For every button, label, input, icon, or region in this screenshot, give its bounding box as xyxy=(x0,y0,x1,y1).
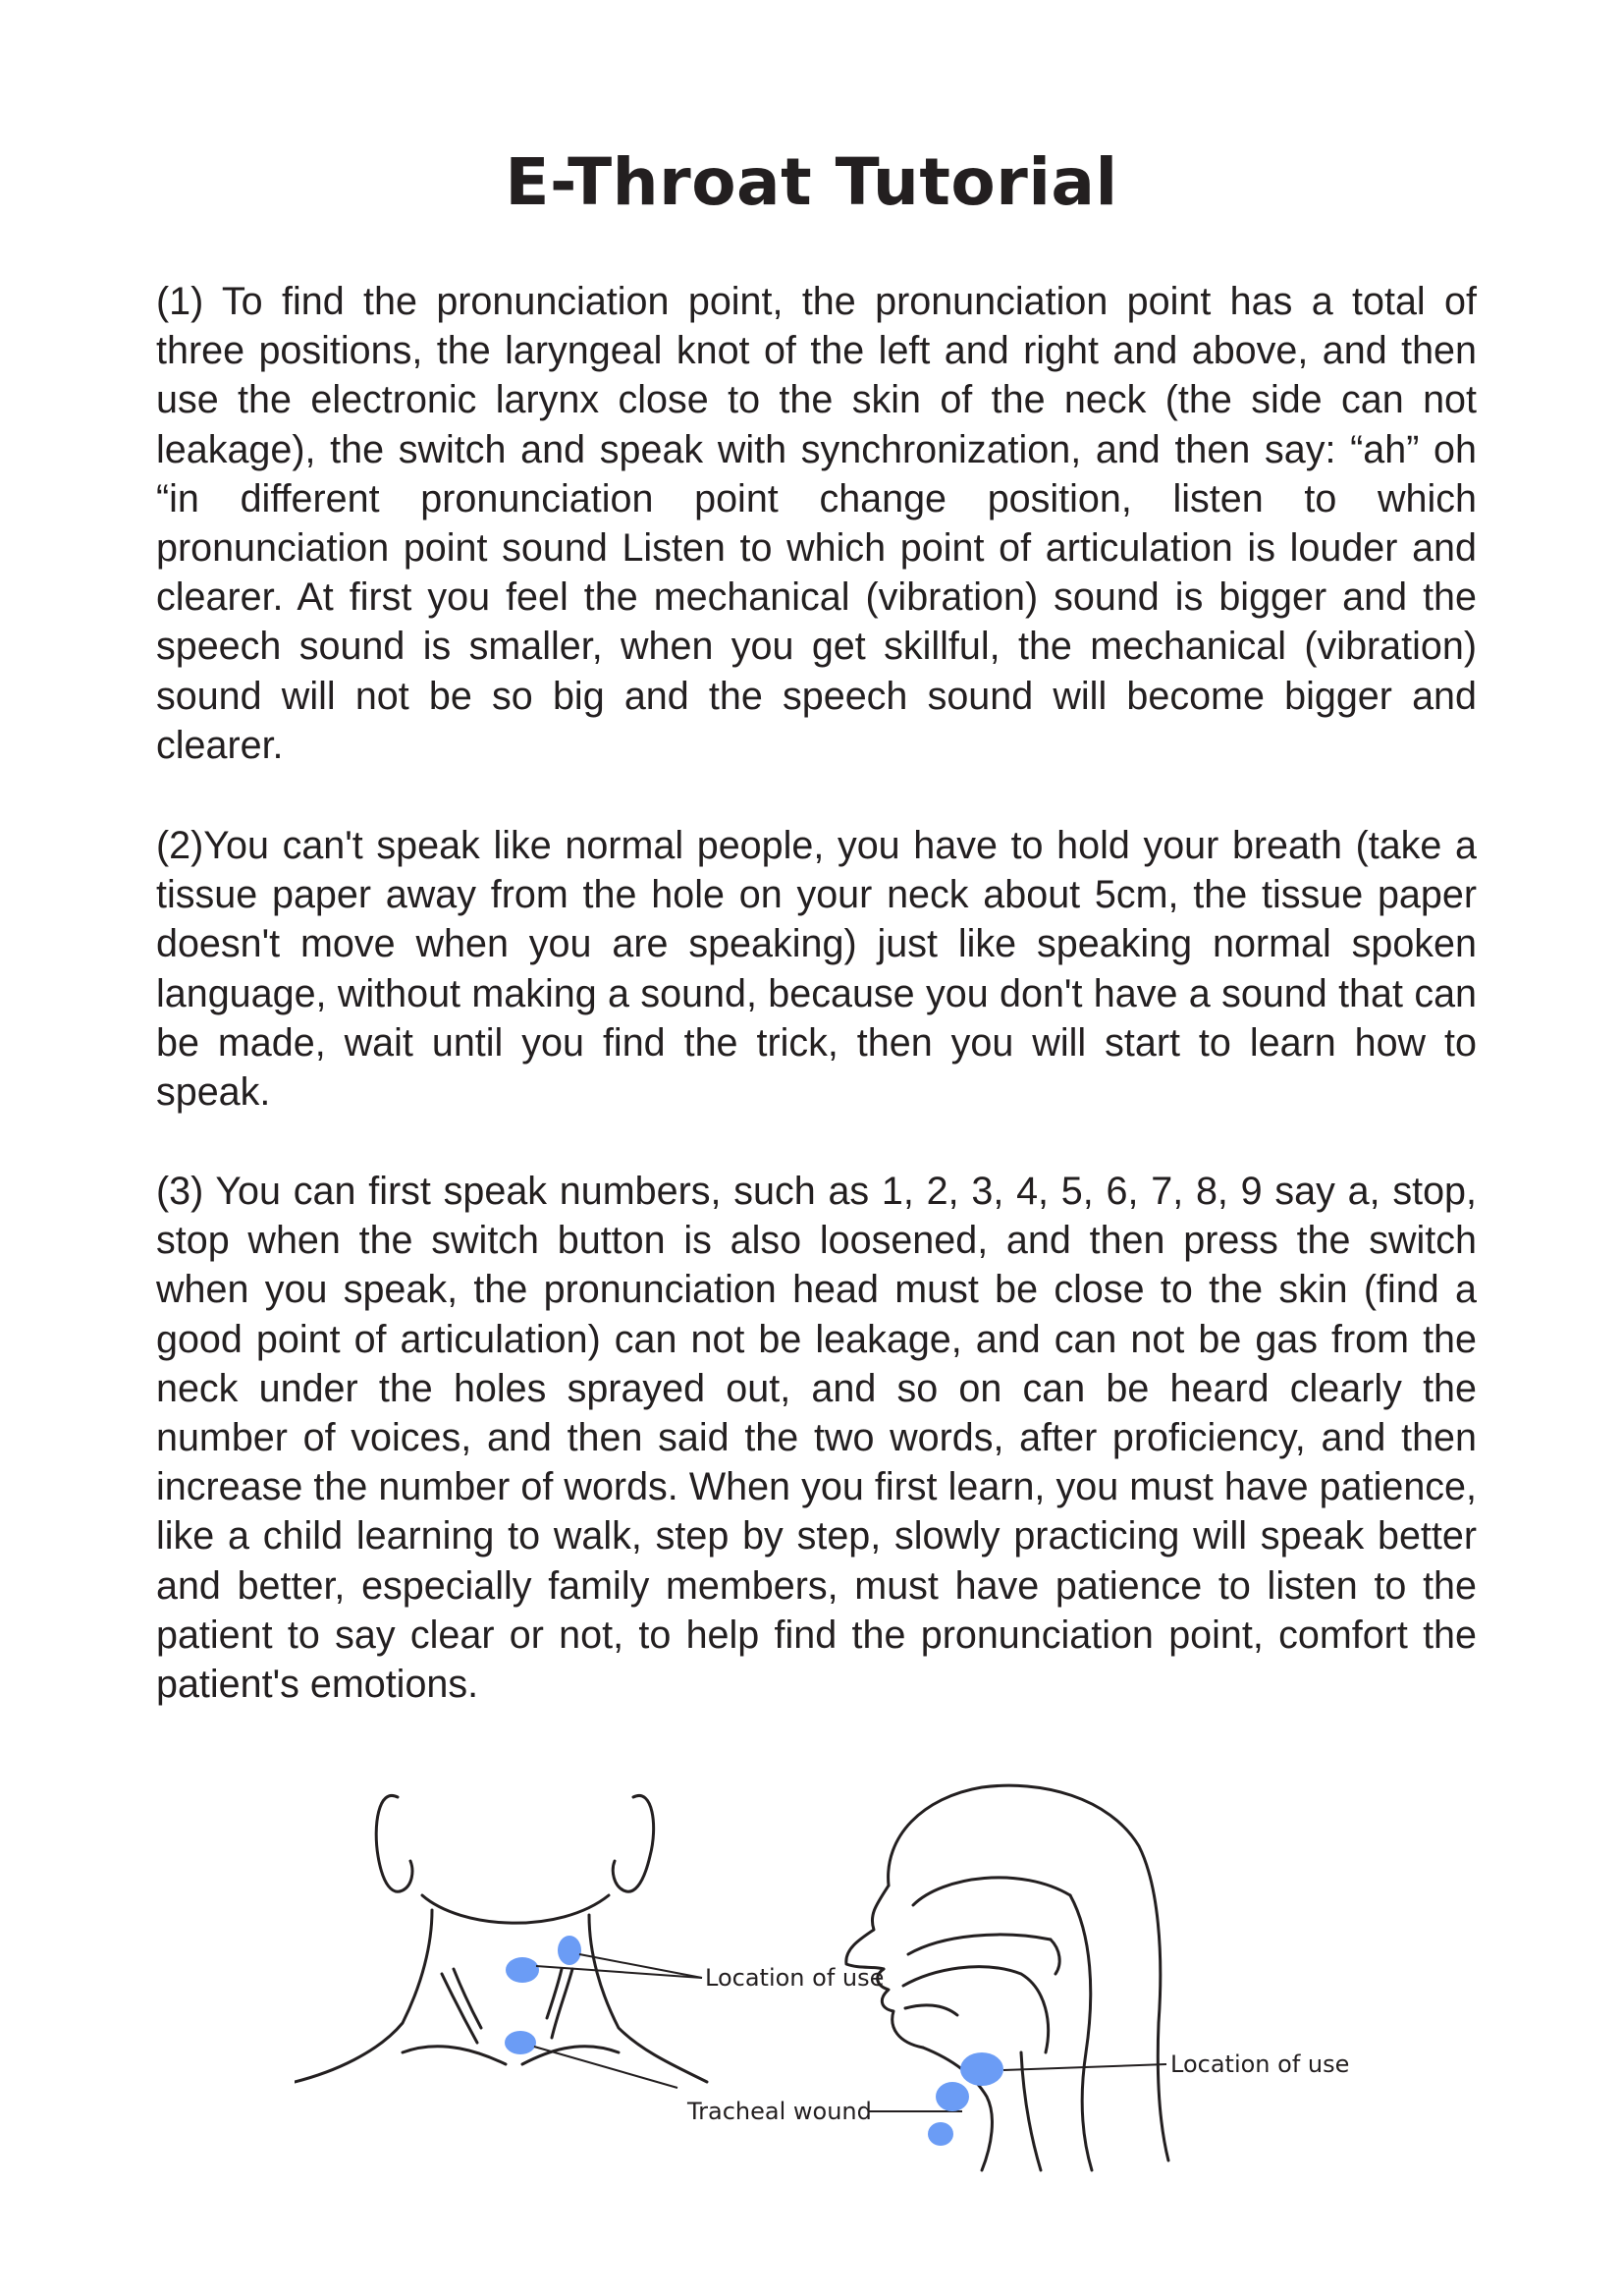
side-location-marker-lower xyxy=(928,2122,953,2146)
front-location-label: Location of use xyxy=(705,1964,885,1992)
front-wound-label: Tracheal wound xyxy=(687,2098,872,2125)
side-head-illustration xyxy=(846,1785,1168,2170)
side-location-marker-upper xyxy=(960,2052,1003,2086)
page-title: E-Throat Tutorial xyxy=(505,144,1118,220)
side-location-label: Location of use xyxy=(1170,2050,1350,2078)
front-neck-illustration xyxy=(295,1795,707,2082)
side-location-marker-middle xyxy=(936,2082,969,2111)
paragraph-practice-numbers: (3) You can first speak numbers, such as 1, 2, 3, 4, 5, 6, 7, 8, 9 say a, stop, stop when the switch button is also loosened, and then press the switch when you speak, the pronunciation head must be close to the skin (find a good point of articulation) can not be leakage, and can not be gas from the neck under the holes sprayed out, and so on can be heard clearly the number of voices, and then said the two words, after proficiency, and then increase the number of words. When you first learn, you must have patience, like a child learning to walk, step by step, slowly practicing will speak better and better, especially family members, must have patience to listen to the patient to say clear or not, to help find the pronunciation point, comfort the patient's emotions. xyxy=(156,1170,1477,1707)
paragraph-hold-breath: (2)You can't speak like normal people, you have to hold your breath (take a tissue paper away from the hole on your neck about 5cm, the tissue paper doesn't move when you are speaking) just like speaking normal spoken language, without making a sound, because you don't have a sound that can be made, wait until you find the trick, then you will start to learn how to speak. xyxy=(156,824,1477,1115)
front-location-markers xyxy=(505,1936,581,2054)
front-location-marker-left xyxy=(506,1957,539,1983)
usage-diagram xyxy=(295,1758,1375,2190)
front-location-marker-right xyxy=(558,1936,581,1965)
front-tracheal-wound-marker xyxy=(505,2031,536,2054)
paragraph-find-pronunciation-point: (1) To find the pronunciation point, the pronunciation point has a total of three positions, the laryngeal knot of the left and right and above, and then use the electronic larynx close to the skin of the neck (the side can not leakage), the switch and speak with synchronization, and then say: “ah” oh “in different pronunciation point change position, listen to which pronunciation point sound Listen to which point of articulation is louder and clearer. At first you feel the mechanical (vibration) sound is bigger and the speech sound is smaller, when you get skillful, the mechanical (vibration) sound will not be so big and the speech sound will become bigger and clearer. xyxy=(156,280,1477,767)
